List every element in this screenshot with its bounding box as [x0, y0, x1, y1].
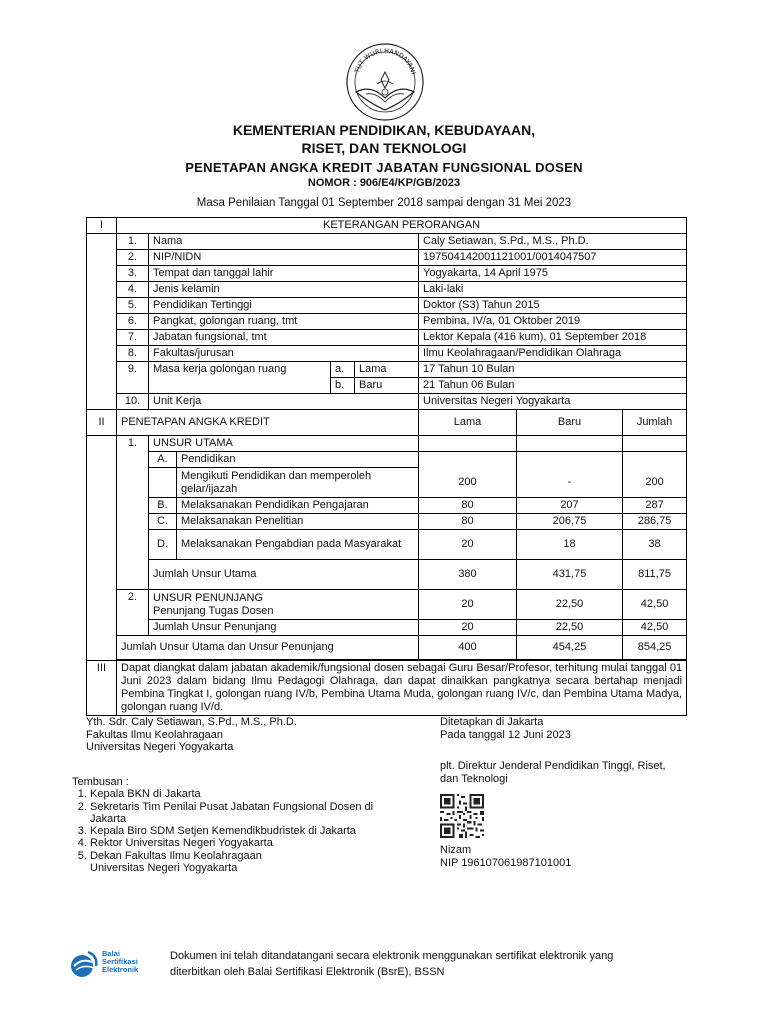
section-3-number: III: [87, 661, 117, 716]
assessment-period: Masa Penilaian Tanggal 01 September 2018 sampai dengan 31 Mei 2023: [196, 197, 572, 209]
table-row: 4. Jenis kelamin Laki-laki: [87, 282, 687, 298]
section-1-number: I: [87, 218, 117, 234]
recipient-block: Yth. Sdr. Caly Setiawan, S.Pd., M.S., Ph.D. Fakultas Ilmu Keolahragaan Universitas Negeri Yogyakarta: [86, 716, 297, 753]
enactment-block: Ditetapkan di Jakarta Pada tanggal 12 Juni 2023: [440, 716, 571, 741]
qr-code-icon: [440, 794, 484, 838]
section-1-title: KETERANGAN PERORANGAN: [117, 218, 687, 234]
section-2-title: PENETAPAN ANGKA KREDIT: [117, 410, 419, 436]
table-row: 2. NIP/NIDN 197504142001121001/0014047507: [87, 250, 687, 266]
section-3-text: Dapat diangkat dalam jabatan akademik/fungsional dosen sebagai Guru Besar/Profesor, terhitung mulai tanggal 01 Juni 2023 dalam bidang Ilmu Pedagogi Olahraga, dan dapat dinaikkan pangkatnya secara bertahap menjadi Pembina Tingkat I, golongan ruang IV/b, Pembina Utama Muda, golongan ruang IV/c, dan Pembina Utama Madya, golongan ruang IV/d.: [117, 661, 687, 716]
table-row: C. Melaksanakan Penelitian 80 206,75 286,75: [87, 514, 687, 530]
list-item: 4. Rektor Universitas Negeri Yogyakarta: [90, 837, 390, 849]
section-2-number: II: [87, 410, 117, 436]
pendidikan-row: A. Pendidikan: [87, 452, 687, 468]
table-row: 7. Jabatan fungsional, tmt Lektor Kepala (416 kum), 01 September 2018: [87, 330, 687, 346]
total-unsur-utama-row: Jumlah Unsur Utama 380 431,75 811,75: [87, 560, 687, 590]
tembusan-heading: Tembusan :: [72, 776, 129, 788]
tembusan-list: [72, 788, 390, 874]
table-row: 1. Nama Caly Setiawan, S.Pd., M.S., Ph.D.: [87, 234, 687, 250]
table-row: 6. Pangkat, golongan ruang, tmt Pembina, IV/a, 01 Oktober 2019: [87, 314, 687, 330]
col-lama-header: Lama: [419, 410, 517, 436]
list-item: 1. Kepala BKN di Jakarta: [90, 788, 390, 800]
bsre-logo: Balai Sertifikasi Elektronik: [68, 948, 160, 980]
grand-total-row: Jumlah Unsur Utama dan Unsur Penunjang 400 454,25 854,25: [87, 636, 687, 660]
ministry-line-1: KEMENTERIAN PENDIDIKAN, KEBUDAYAAN,: [232, 122, 536, 138]
section-1-header: [87, 218, 687, 234]
e-signature-notice: Dokumen ini telah ditandatangani secara elektronik menggunakan sertifikat elektronik yang diterbitkan oleh Balai Sertifikasi Elektronik (BsrE), BSSN: [170, 950, 614, 978]
signer-title: plt. Direktur Jenderal Pendidikan Tinggi, Riset, dan Teknologi: [440, 760, 666, 785]
table-row: B. Melaksanakan Pendidikan Pengajaran 80 207 287: [87, 498, 687, 514]
pendidikan-sub-row: Mengikuti Pendidikan dan memperoleh gelar/ijazah 200 - 200: [87, 468, 687, 498]
table-row: 8. Fakultas/jurusan Ilmu Keolahragaan/Pendidikan Olahraga: [87, 346, 687, 362]
list-item: 3. Kepala Biro SDM Setjen Kemendikbudristek di Jakarta: [90, 825, 390, 837]
document-title: PENETAPAN ANGKA KREDIT JABATAN FUNGSIONAL DOSEN: [185, 160, 583, 175]
credit-table: [86, 217, 687, 716]
table-row: 3. Tempat dan tanggal lahir Yogyakarta, 14 April 1975: [87, 266, 687, 282]
list-item: 5. Dekan Fakultas Ilmu Keolahragaan Universitas Negeri Yogyakarta: [90, 850, 310, 875]
section-2-header: [87, 410, 687, 436]
total-unsur-penunjang-row: Jumlah Unsur Penunjang 20 22,50 42,50: [87, 620, 687, 636]
masa-kerja-row-lama: 9. Masa kerja golongan ruang a. Lama 17 Tahun 10 Bulan: [87, 362, 687, 378]
ministry-line-2: RISET, DAN TEKNOLOGI: [301, 140, 467, 156]
document-number: NOMOR : 906/E4/KP/GB/2023: [307, 177, 461, 189]
table-row: 10. Unit Kerja Universitas Negeri Yogyakarta: [87, 394, 687, 410]
tembusan-block: [72, 776, 390, 874]
signer-nip: NIP 196107061987101001: [440, 856, 572, 869]
bsre-globe-icon: [68, 948, 100, 980]
signer-name: Nizam: [440, 844, 472, 856]
masa-kerja-row-baru: b. Baru 21 Tahun 06 Bulan: [87, 378, 687, 394]
list-item: 2. Sekretaris Tim Penilai Pusat Jabatan Fungsional Dosen di Jakarta: [90, 801, 390, 826]
col-jumlah-header: Jumlah: [623, 410, 687, 436]
signer-block: [440, 844, 571, 869]
unsur-utama-title-row: 1. UNSUR UTAMA: [87, 436, 687, 452]
section-3-row: [87, 661, 687, 716]
table-row: D. Melaksanakan Pengabdian pada Masyarakat 20 18 38: [87, 530, 687, 560]
table-row: 5. Pendidikan Tertinggi Doktor (S3) Tahun 2015: [87, 298, 687, 314]
unsur-penunjang-row: 2. UNSUR PENUNJANG Penunjang Tugas Dosen 20 22,50 42,50: [87, 590, 687, 620]
svg-text:TUT WURI HANDAYANI: TUT WURI HANDAYANI: [353, 46, 418, 76]
col-baru-header: Baru: [517, 410, 623, 436]
tut-wuri-handayani-logo: [336, 40, 434, 124]
